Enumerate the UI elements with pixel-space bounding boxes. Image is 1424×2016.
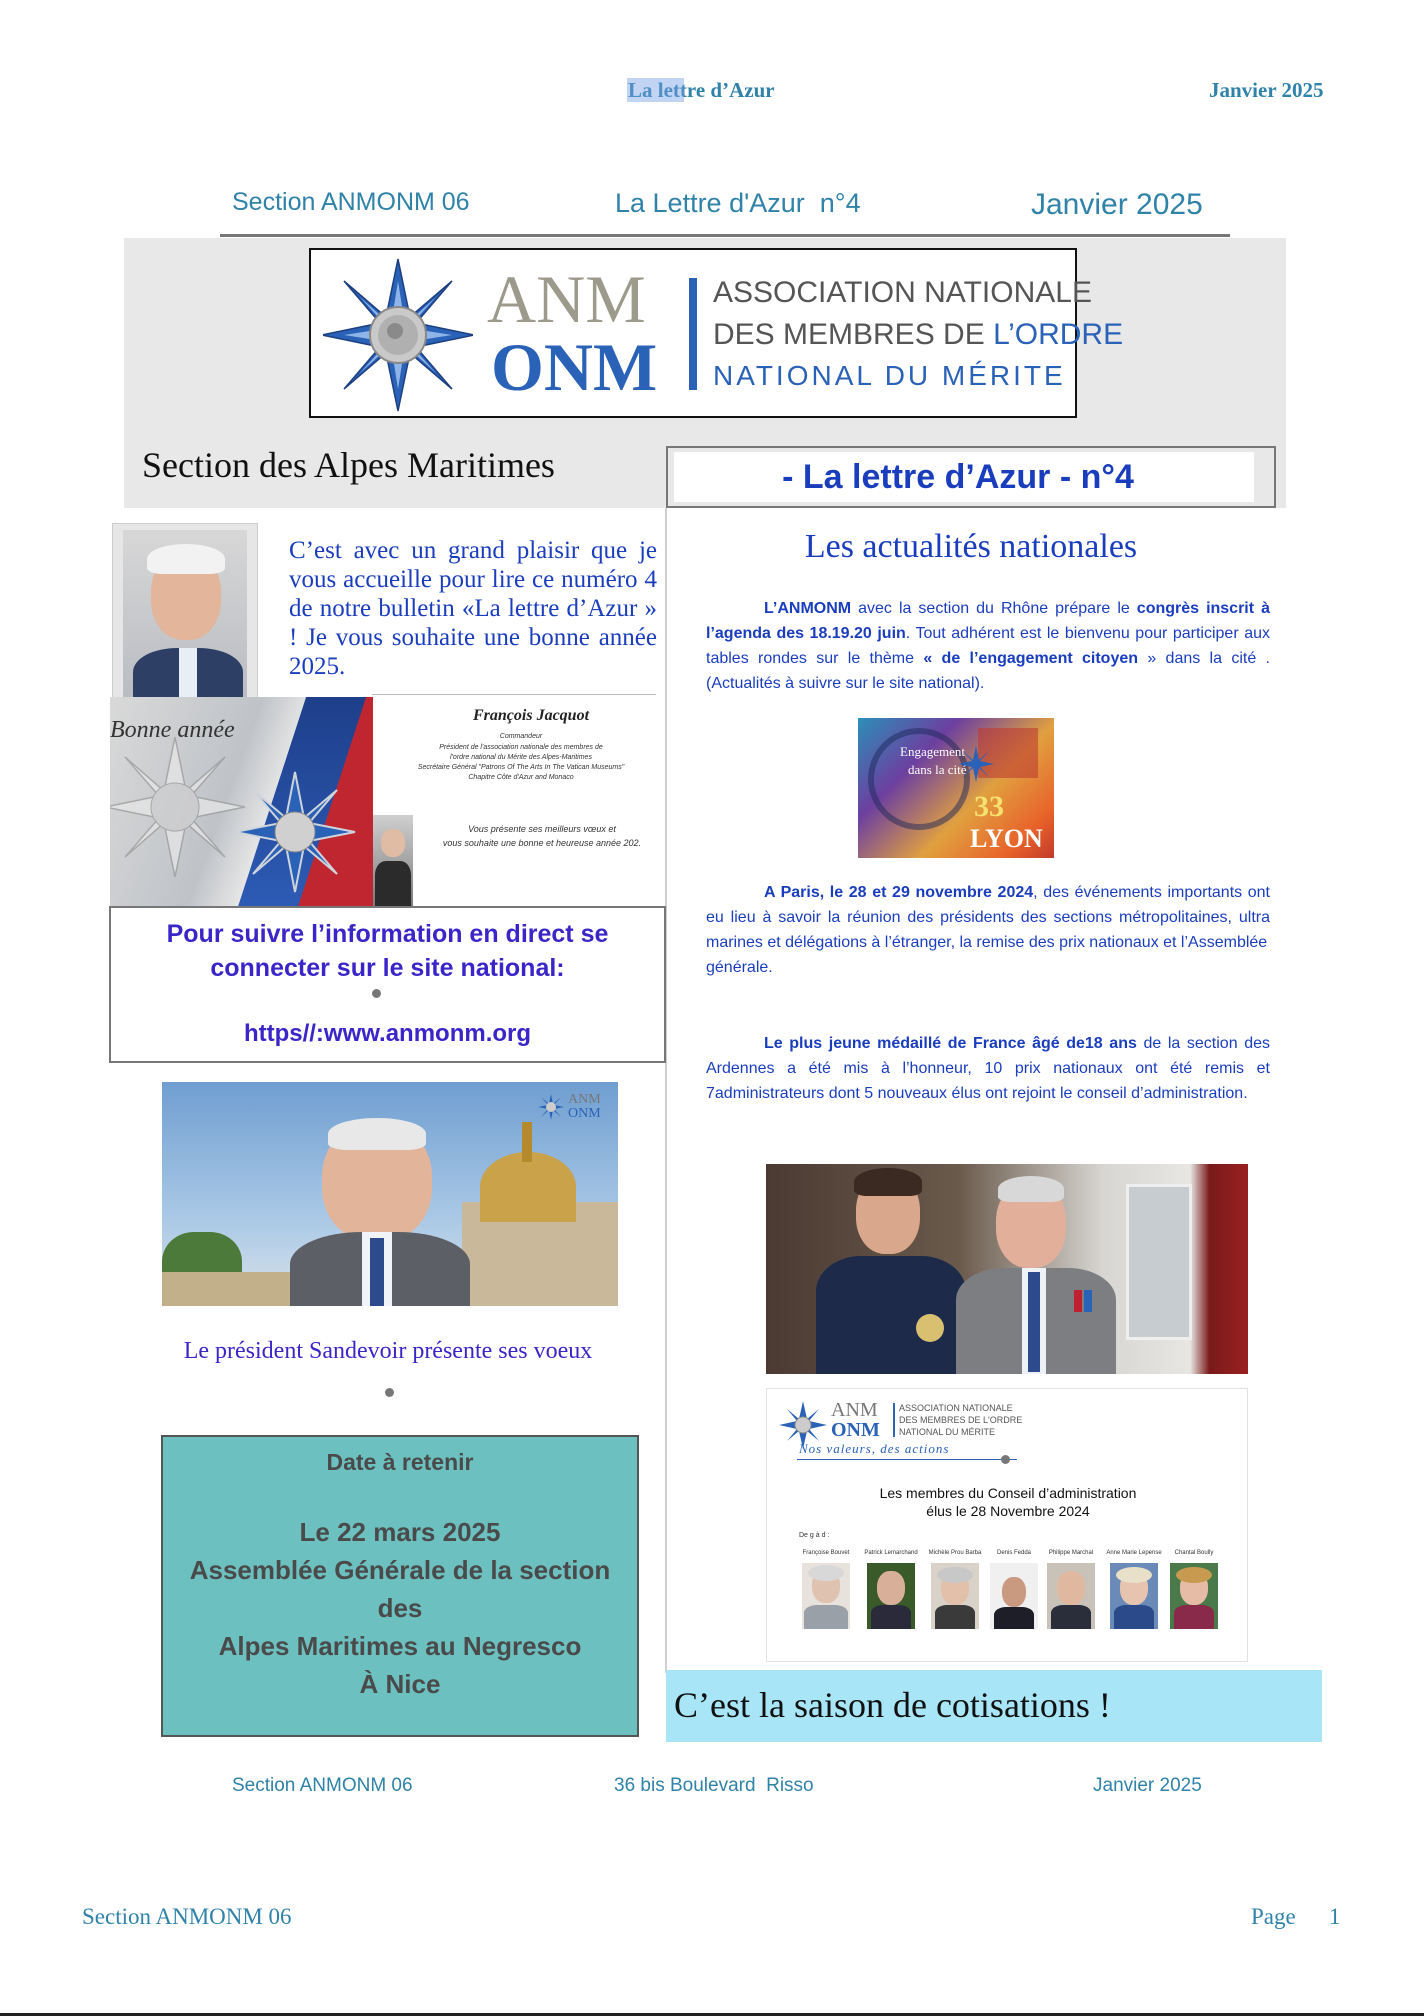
running-header-date: Janvier 2025	[1209, 78, 1324, 102]
page-footer-number: 1	[1329, 1904, 1341, 1929]
logo-line-3: NATIONAL DU MÉRITE	[713, 360, 1066, 391]
silver-star-icon	[110, 727, 250, 887]
inner-footer-date: Janvier 2025	[1093, 1775, 1202, 1796]
greeting-card-image	[110, 697, 373, 907]
greeting-signature: François Jacquot	[473, 707, 590, 724]
logo-divider	[689, 278, 697, 390]
badge-onm: ONM	[568, 1106, 601, 1121]
news-paragraph-3: Le plus jeune médaillé de France âgé de18 ans de la section des Ardennes a été mis à l’honneur, 10 prix nationaux ont été remis et 7administrateurs dont 5 nouveaux élus ont rejoint le conseil d’administration.	[706, 1035, 1270, 1102]
issue-banner-text: - La lettre d’Azur - n°4	[782, 458, 1134, 496]
council-assoc-3: NATIONAL DU MÉRITE	[899, 1427, 996, 1437]
running-header-title: La lettre d’Azur	[628, 78, 775, 102]
council-motto-underline	[797, 1459, 1017, 1460]
info-box	[109, 906, 666, 1063]
poster-star-icon	[958, 746, 994, 782]
council-logo-anm: ANM	[831, 1399, 878, 1421]
council-member-name: Patrick Lemarchand	[864, 1550, 918, 1556]
news-paragraph-2: A Paris, le 28 et 29 novembre 2024, des événements importants ont eu lieu à savoir la réunion des présidents des sections métropolitaines, ultra marines et délégations à l’étranger, la remise des prix nationaux et l’Assemblée générale.	[706, 884, 1271, 976]
greeting-wish-1: Vous présente ses meilleurs vœux et	[468, 824, 616, 834]
logo-line-2: DES MEMBRES DE L’ORDRE	[713, 318, 1124, 351]
date-box	[161, 1435, 639, 1737]
greeting-line-2: l'ordre national du Mérite des Alpes-Maritimes	[450, 754, 592, 761]
news-heading: Les actualités nationales	[804, 528, 1138, 565]
issue-banner-frame	[666, 446, 1276, 508]
council-member-portrait	[802, 1563, 850, 1629]
council-member-name: Denis Fedda	[996, 1550, 1032, 1556]
council-assoc-2: DES MEMBRES DE L'ORDRE	[899, 1415, 1023, 1425]
intro-rule	[372, 694, 656, 695]
council-member-name: Françoise Bouvet	[802, 1550, 850, 1556]
masthead-issue: La Lettre d'Azur n°4	[615, 188, 861, 218]
date-box-line-1: Le 22 mars 2025	[299, 1517, 501, 1547]
date-box-line-4: Alpes Maritimes au Negresco	[218, 1631, 582, 1661]
selection-highlight	[627, 78, 684, 102]
national-site-link[interactable]: https//:www.anmonm.org	[243, 1020, 532, 1047]
council-order-label: De g à d :	[799, 1532, 830, 1539]
intro-text: C’est avec un grand plaisir que je vous accueille pour lire ce numéro 4 de notre bulletin «La lettre d’Azur » ! Je vous souhaite une bonne année 2025.	[289, 537, 657, 680]
council-member-name: Chantal Boully	[1174, 1550, 1214, 1556]
cotisation-banner	[666, 1670, 1322, 1742]
inner-footer-section: Section ANMONM 06	[232, 1775, 413, 1796]
council-title-2: élus le 28 Novembre 2024	[926, 1503, 1090, 1519]
council-member-portrait	[1170, 1563, 1218, 1629]
council-member-portrait	[990, 1563, 1038, 1629]
greeting-wish-2: vous souhaite une bonne et heureuse année 202.	[442, 838, 642, 848]
inner-footer-address: 36 bis Boulevard Risso	[614, 1775, 814, 1796]
poster-city: LYON	[970, 824, 1043, 853]
council-member-portrait	[931, 1563, 979, 1629]
badge-star-icon	[538, 1094, 564, 1120]
bullet-dot	[372, 989, 381, 998]
date-box-heading: Date à retenir	[326, 1449, 474, 1475]
info-line-2: connecter sur le site national:	[210, 954, 565, 982]
president-photo	[162, 1082, 618, 1306]
column-divider	[665, 508, 667, 1673]
council-member-portrait	[867, 1563, 915, 1629]
greeting-card	[110, 697, 665, 907]
greeting-line-1: Président de l'association nationale des membres de	[439, 744, 603, 751]
council-logo-divider	[893, 1403, 895, 1437]
greeting-line-3: Secrétaire Général "Patrons Of The Arts In The Vatican Museums"	[417, 764, 625, 771]
council-member-name: Anne Marie Lepense	[1106, 1550, 1162, 1556]
poster-line-1: Engagement	[900, 744, 965, 759]
logo-line-1: ASSOCIATION NATIONALE	[713, 276, 1092, 309]
date-box-line-5: À Nice	[359, 1669, 441, 1699]
masthead-date: Janvier 2025	[1031, 188, 1203, 221]
greeting-rank: Commandeur	[499, 733, 543, 740]
bullet-dot	[1001, 1455, 1010, 1464]
section-title: Section des Alpes Maritimes	[142, 445, 555, 485]
greeting-line-4: Chapitre Côte d'Azur and Monaco	[468, 774, 574, 781]
news-paragraph-1: L’ANMONM avec la section du Rhône prépare le congrès inscrit à l’agenda des 18.19.20 juin. Tout adhérent est le bienvenu pour participer aux tables rondes sur le thème « de l’engagement citoyen » dans la cité .(Actualités à suivre sur le site national).	[706, 600, 1270, 692]
masthead-rule	[220, 234, 1230, 237]
ceremony-photo	[766, 1164, 1248, 1374]
medal-star-icon	[323, 255, 473, 415]
council-member-portrait	[1110, 1563, 1158, 1629]
president-photo-badge	[538, 1092, 612, 1122]
page-footer-section: Section ANMONM 06	[82, 1904, 292, 1929]
council-member-portrait	[1047, 1563, 1095, 1629]
council-member-name: Philippe Marchal	[1048, 1550, 1094, 1556]
poster-line-2: dans la cité	[908, 762, 967, 777]
council-motto: Nos valeurs, des actions	[799, 1441, 950, 1456]
poster-number: 33	[974, 790, 1004, 823]
bonne-annee-text: Bonne année	[110, 717, 235, 743]
bullet-dot	[385, 1388, 394, 1397]
logo-onm: ONM	[491, 329, 658, 405]
council-assoc-1: ASSOCIATION NATIONALE	[899, 1403, 1013, 1413]
cotisation-text: C’est la saison de cotisations !	[674, 1685, 1111, 1725]
page-footer-label: Page	[1251, 1904, 1296, 1929]
lyon-congress-poster	[858, 718, 1054, 858]
masthead-section: Section ANMONM 06	[232, 188, 470, 216]
badge-anm: ANM	[568, 1092, 601, 1107]
info-line-1: Pour suivre l’information en direct se	[166, 920, 609, 948]
council-member-name: Michèle Prou Barba	[928, 1550, 982, 1556]
portrait-photo	[112, 523, 258, 699]
council-title-1: Les membres du Conseil d’administration	[879, 1485, 1137, 1501]
greeting-small-photo	[373, 815, 413, 907]
date-box-line-3: des	[377, 1593, 423, 1623]
logo-anm: ANM	[487, 261, 646, 337]
date-box-line-2: Assemblée Générale de la section	[189, 1555, 611, 1585]
council-logo-onm: ONM	[831, 1419, 880, 1441]
president-caption: Le président Sandevoir présente ses voeux	[183, 1338, 593, 1364]
anmonm-logo	[309, 248, 1124, 418]
